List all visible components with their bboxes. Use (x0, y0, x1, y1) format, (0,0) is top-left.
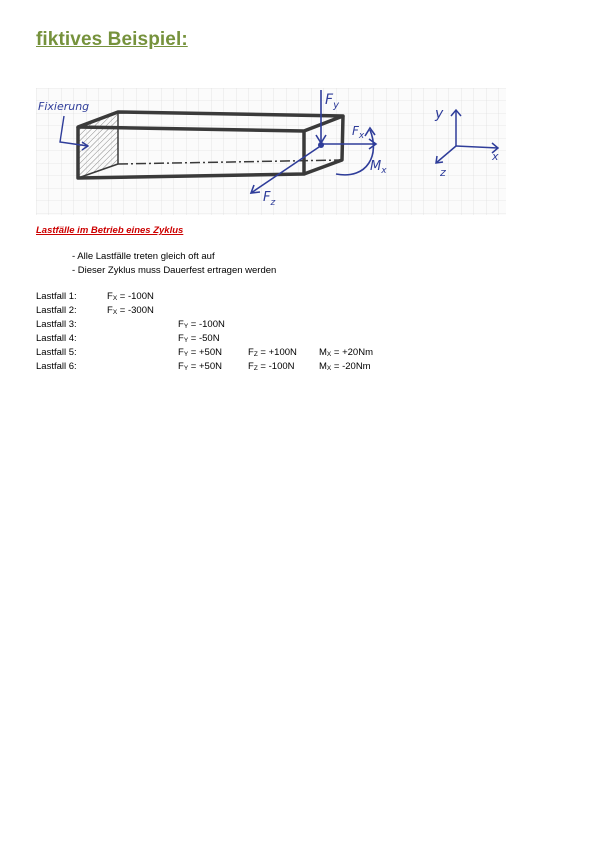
list-item: - Alle Lastfälle treten gleich oft auf (72, 251, 215, 262)
load-value-fy: $F_Y = -50N$ (178, 333, 220, 344)
load-value-fx: $F_X = -100N$ (107, 291, 154, 302)
load-case-name: Lastfall 4: (36, 333, 77, 344)
load-case-name: Lastfall 6: (36, 361, 77, 372)
load-value-mx: $M_X = +20Nm$ (319, 347, 373, 358)
page-title: fiktives Beispiel: (36, 29, 188, 50)
fixation-label: Fixierung (38, 100, 90, 113)
load-case-table (36, 290, 456, 374)
load-case-row (36, 346, 456, 360)
load-case-name: Lastfall 1: (36, 291, 77, 302)
beam-sketch (36, 88, 506, 215)
load-value-fy: $F_Y = +50N$ (178, 347, 222, 358)
load-value-fy: $F_Y = -100N$ (178, 319, 225, 330)
moment-mx-label: $M_x$ (370, 159, 387, 176)
axis-x-label: x (492, 150, 499, 163)
axis-y-label: y (435, 106, 444, 122)
force-fy-label: $F_y$ (325, 92, 339, 111)
load-value-mx: $M_X = -20Nm$ (319, 361, 371, 372)
force-fx-label: $F_x$ (352, 124, 365, 141)
load-case-row (36, 332, 456, 346)
load-case-row (36, 290, 456, 304)
section-heading: Lastfälle im Betrieb eines Zyklus (36, 225, 184, 236)
load-value-fz: $F_Z = -100N$ (248, 361, 295, 372)
load-case-row (36, 360, 456, 374)
load-case-row (36, 304, 456, 318)
load-case-row (36, 318, 456, 332)
load-value-fz: $F_Z = +100N$ (248, 347, 297, 358)
force-fz-label: $F_z$ (263, 190, 276, 208)
load-case-name: Lastfall 2: (36, 305, 77, 316)
load-case-name: Lastfall 5: (36, 347, 77, 358)
axis-z-label: z (440, 166, 446, 179)
load-value-fx: $F_X = -300N$ (107, 305, 154, 316)
load-case-name: Lastfall 3: (36, 319, 77, 330)
load-value-fy: $F_Y = +50N$ (178, 361, 222, 372)
list-item: - Dieser Zyklus muss Dauerfest ertragen werden (72, 265, 277, 276)
bullet-list (72, 250, 276, 278)
beam-sketch-drawing (36, 88, 506, 215)
